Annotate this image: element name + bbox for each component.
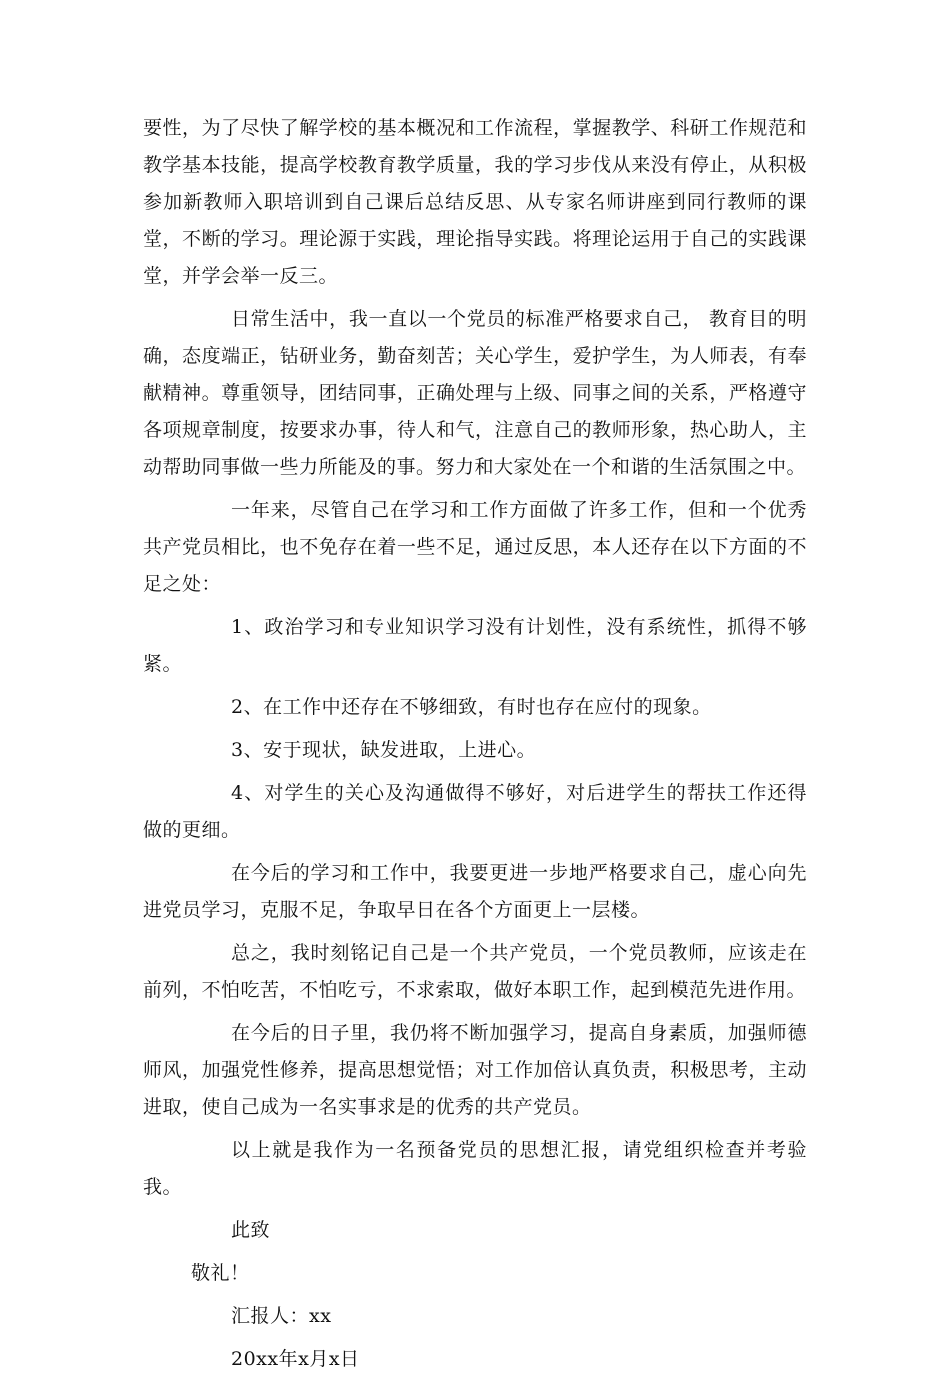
paragraph-summary: 总之，我时刻铭记自己是一个共产党员，一个党员教师，应该走在前列，不怕吃苦，不怕吃亏，不求索取，做好本职工作，起到模范先进作用。 — [143, 942, 807, 1001]
paragraph-shortcomings-intro: 一年来，尽管自己在学习和工作方面做了许多工作，但和一个优秀共产党员相比，也不免存在着一些不足，通过反思，本人还存在以下方面的不足之处： — [143, 499, 807, 595]
paragraph-daily-life: 日常生活中，我一直以一个党员的标准严格要求自己， 教育目的明确，态度端正，钻研业务，勤奋刻苦；关心学生，爱护学生，为人师表，有奉献精神。尊重领导，团结同事，正确处理与上级、同事之间的关系，严格遵守各项规章制度，按要求办事，待人和气，注意自己的教师形象，热心助人，主动帮助同事做一些力所能及的事。努力和大家处在一个和谐的生活氛围之中。 — [143, 308, 807, 478]
reporter-line: 汇报人：xx — [231, 1305, 332, 1327]
list-item-shortcoming-4: 4、对学生的关心及沟通做得不够好，对后进学生的帮扶工作还得做的更细。 — [143, 782, 807, 841]
list-item-shortcoming-1: 1、政治学习和专业知识学习没有计划性，没有系统性，抓得不够紧。 — [143, 616, 807, 675]
document-body — [143, 110, 807, 1384]
list-item-shortcoming-2: 2、在工作中还存在不够细致，有时也存在应付的现象。 — [231, 696, 712, 718]
paragraph-conclusion: 以上就是我作为一名预备党员的思想汇报，请党组织检查并考验我。 — [143, 1139, 807, 1198]
list-item-shortcoming-3: 3、安于现状，缺发进取，上进心。 — [231, 739, 537, 761]
paragraph-future-days: 在今后的日子里，我仍将不断加强学习，提高自身素质，加强师德师风，加强党性修养，提高思想觉悟；对工作加倍认真负责，积极思考，主动进取，使自己成为一名实事求是的优秀的共产党员。 — [143, 1022, 807, 1118]
date-line: 20xx年x月x日 — [231, 1348, 360, 1370]
salute-phrase: 敬礼！ — [191, 1262, 250, 1284]
paragraph-continued: 要性，为了尽快了解学校的基本概况和工作流程，掌握教学、科研工作规范和教学基本技能，提高学校教育教学质量，我的学习步伐从来没有停止，从积极参加新教师入职培训到自己课后总结反思、从专家名师讲座到同行教师的课堂，不断的学习。理论源于实践，理论指导实践。将理论运用于自己的实践课堂，并学会举一反三。 — [143, 117, 807, 287]
paragraph-future-study: 在今后的学习和工作中，我要更进一步地严格要求自己，虚心向先进党员学习，克服不足，争取早日在各个方面更上一层楼。 — [143, 862, 807, 921]
closing-phrase: 此致 — [231, 1219, 271, 1241]
